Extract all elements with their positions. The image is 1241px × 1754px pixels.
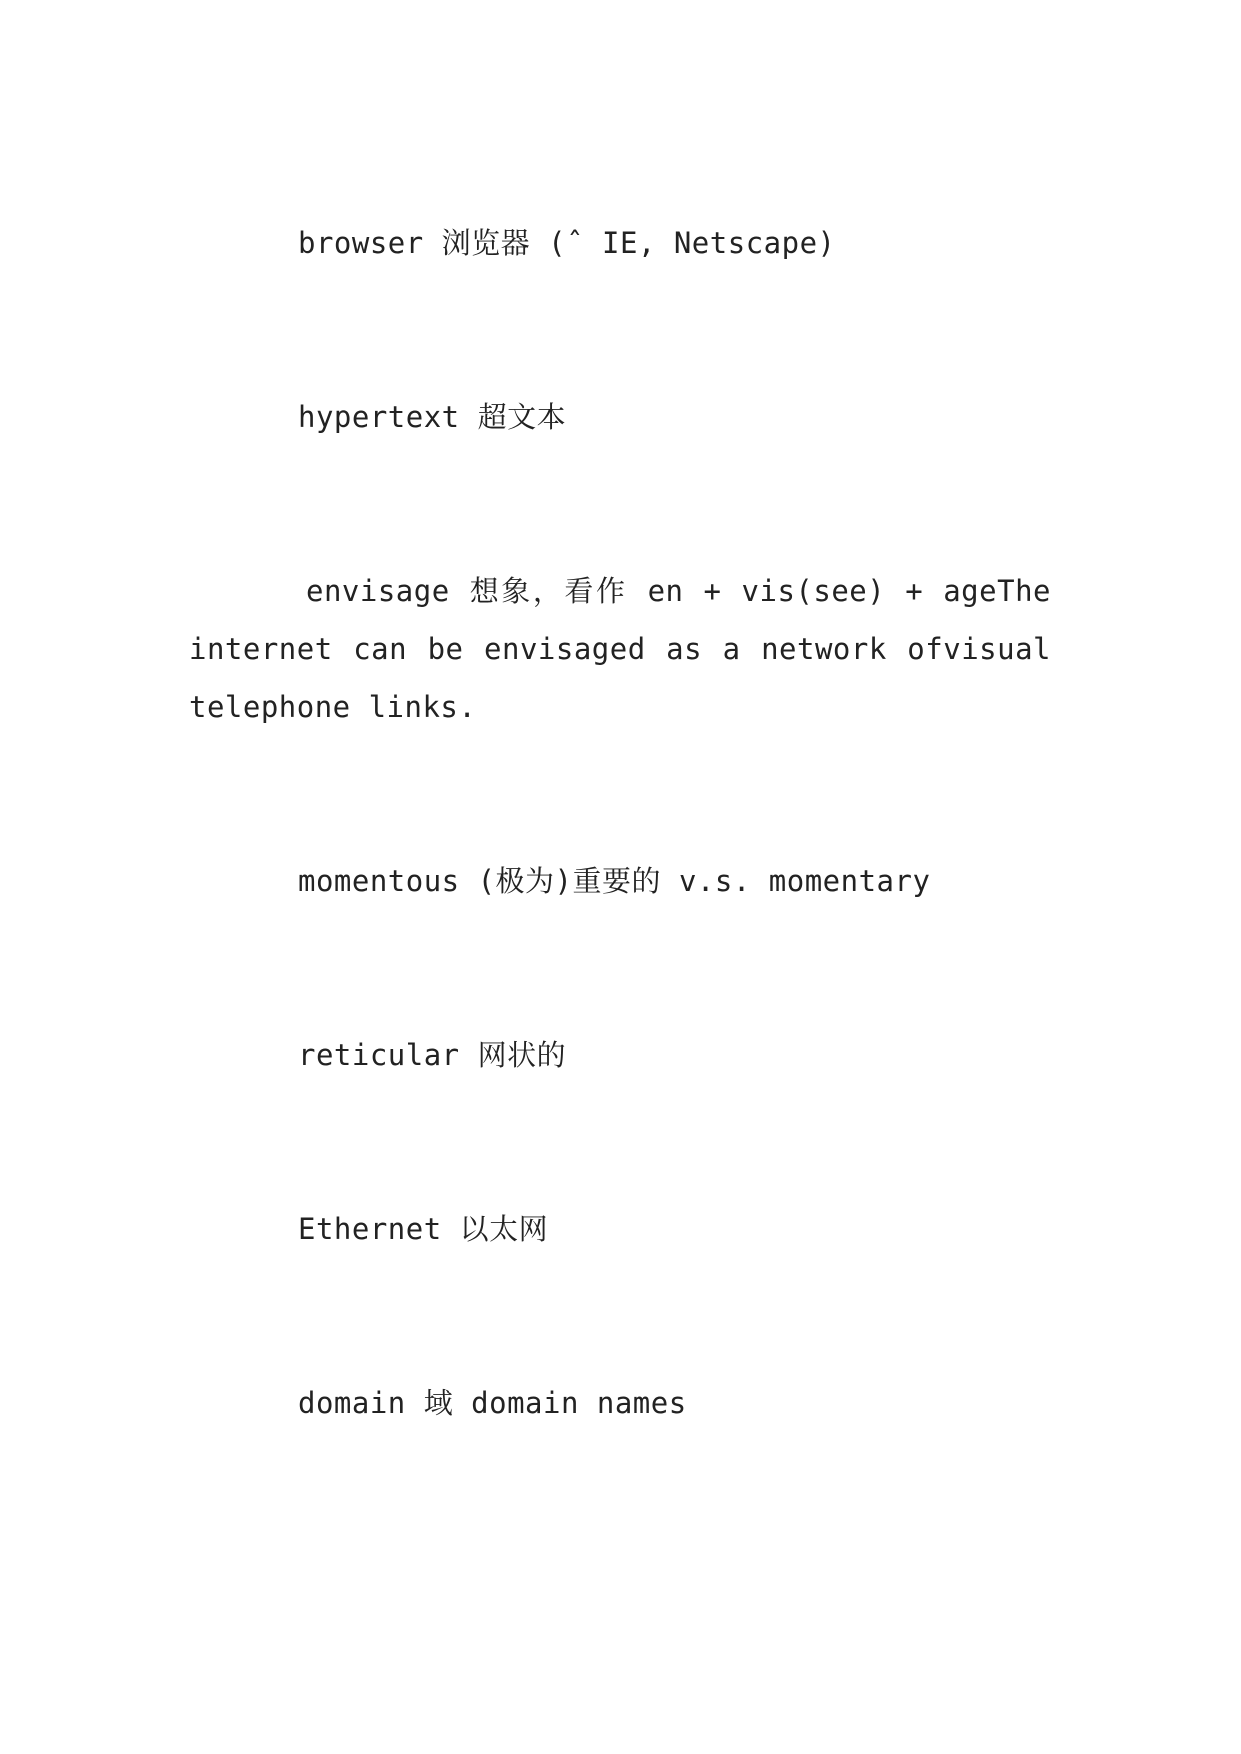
vocab-entry-browser: browser 浏览器 (ˆ IE, Netscape) bbox=[298, 226, 836, 260]
vocab-entry-ethernet: Ethernet 以太网 bbox=[298, 1212, 549, 1246]
vocab-entry-domain: domain 域 domain names bbox=[298, 1386, 687, 1420]
vocab-entry-hypertext: hypertext 超文本 bbox=[298, 400, 567, 434]
vocab-entry-envisage bbox=[189, 562, 1051, 736]
vocab-entry-momentous: momentous (极为)重要的 v.s. momentary bbox=[298, 864, 931, 898]
envisage-line-2: internet can be envisaged as a network ofvisual bbox=[189, 632, 1051, 666]
vocab-entry-reticular: reticular 网状的 bbox=[298, 1038, 567, 1072]
envisage-line-1: envisage 想象，看作 en + vis(see) + ageThe bbox=[306, 574, 1051, 608]
envisage-line-3: telephone links. bbox=[189, 690, 477, 724]
